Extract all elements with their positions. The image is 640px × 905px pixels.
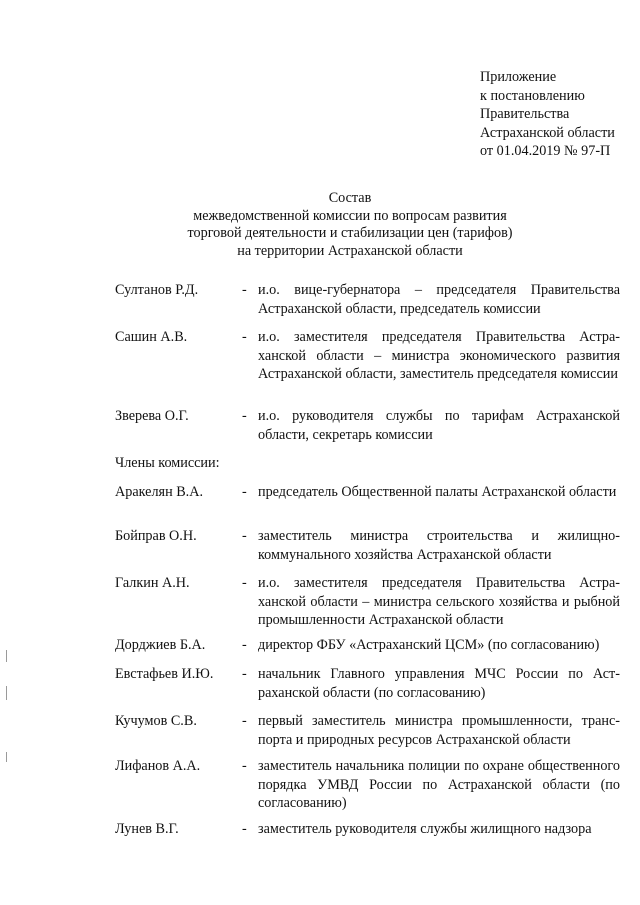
dash-separator: - xyxy=(242,282,247,298)
appendix-line: от 01.04.2019 № 97-П xyxy=(480,143,611,159)
scan-artifact xyxy=(6,686,7,700)
member-name: Евстафьев И.Ю. xyxy=(115,666,214,682)
member-role: заместитель начальника полиции по охране общественного порядка УМВД России по Астраханской области (по согласованию) xyxy=(258,758,620,811)
member-role: заместитель министра строительства и жилищно-коммунального хозяйства Астраханской области xyxy=(258,528,620,563)
dash-separator: - xyxy=(242,637,247,653)
member-role: заместитель руководителя службы жилищного надзора xyxy=(258,821,592,837)
member-role: директор ФБУ «Астраханский ЦСМ» (по согласованию) xyxy=(258,637,600,653)
member-role: и.о. заместителя председателя Правительства Астраханской области – министра сельского хозяйства и рыбной промышленности Астраханской области xyxy=(258,575,620,628)
member-name: Бойправ О.Н. xyxy=(115,528,197,544)
dash-separator: - xyxy=(242,329,247,345)
member-role: и.о. вице-губернатора – председателя Правительства Астраханской области, председатель комиссии xyxy=(258,282,620,317)
dash-separator: - xyxy=(242,666,247,682)
title-line: на территории Астраханской области xyxy=(237,242,463,259)
appendix-header xyxy=(480,68,630,161)
dash-separator: - xyxy=(242,758,247,774)
member-name: Зверева О.Г. xyxy=(115,408,189,424)
appendix-line: к постановлению xyxy=(480,87,585,104)
document-title xyxy=(150,190,550,260)
member-name: Лунев В.Г. xyxy=(115,821,179,837)
dash-separator: - xyxy=(242,713,247,729)
title-line: Состав xyxy=(328,190,372,206)
dash-separator: - xyxy=(242,484,247,500)
member-name: Султанов Р.Д. xyxy=(115,282,199,298)
scan-artifact xyxy=(6,752,7,762)
member-name: Дорджиев Б.А. xyxy=(115,637,206,653)
member-role: и.о. руководителя службы по тарифам Астраханской области, секретарь комиссии xyxy=(258,408,620,443)
appendix-line: Приложение xyxy=(480,69,557,85)
dash-separator: - xyxy=(242,821,247,837)
appendix-line: Правительства xyxy=(480,106,570,122)
member-role: начальник Главного управления МЧС России по Астраханской области (по согласованию) xyxy=(258,666,620,701)
member-role: первый заместитель министра промышленности, транспорта и природных ресурсов Астраханской области xyxy=(258,713,620,748)
member-name: Лифанов А.А. xyxy=(115,758,201,774)
dash-separator: - xyxy=(242,575,247,591)
member-name: Аракелян В.А. xyxy=(115,484,204,500)
dash-separator: - xyxy=(242,528,247,544)
member-role: и.о. заместителя председателя Правительства Астраханской области – министра экономического развития Астраханской области, заместитель председателя комиссии xyxy=(258,329,620,382)
member-name: Кучумов С.В. xyxy=(115,713,197,729)
member-name: Сашин А.В. xyxy=(115,329,188,345)
dash-separator: - xyxy=(242,408,247,424)
scan-artifact xyxy=(6,650,7,662)
members-label: Члены комиссии: xyxy=(115,455,220,471)
member-name: Галкин А.Н. xyxy=(115,575,190,591)
title-line: торговой деятельности и стабилизации цен (тарифов) xyxy=(187,225,513,241)
title-line: межведомственной комиссии по вопросам развития xyxy=(193,207,507,224)
appendix-line: Астраханской области xyxy=(480,124,615,141)
member-role: председатель Общественной палаты Астраханской области xyxy=(258,484,617,500)
